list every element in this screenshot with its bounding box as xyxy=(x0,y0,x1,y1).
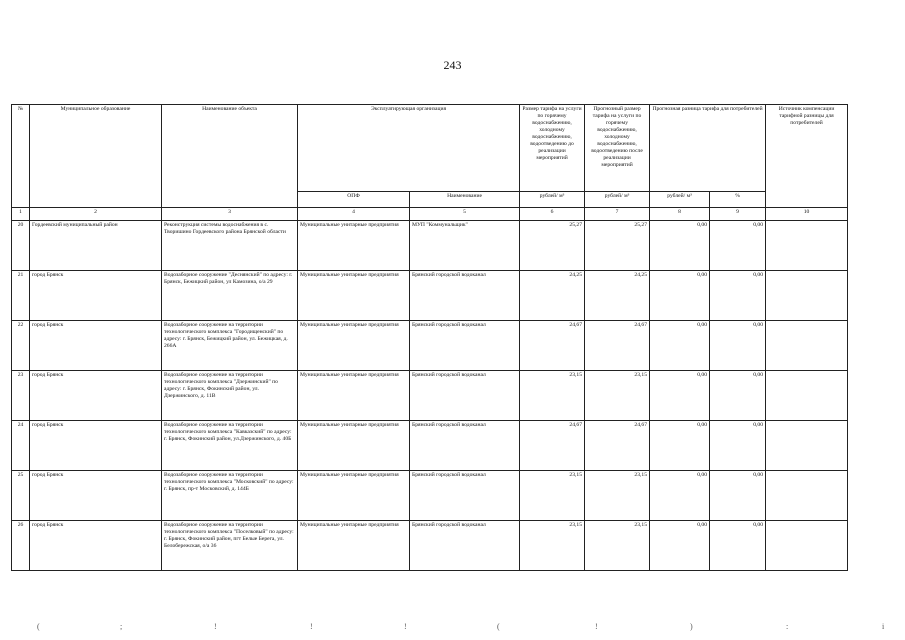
row-opf: Муниципальные унитарные предприятия xyxy=(298,521,410,571)
row-object: Водозаборное сооружение на территории технологического комплекса "Кавказский" по адресу: г. Брянск, Фокинский район, ул.Дзержинского, д. 40Б xyxy=(162,421,298,471)
row-number: 25 xyxy=(12,471,30,521)
row-diff-percent: 0,00 xyxy=(710,221,766,271)
row-operator-name: Брянский городской водоканал xyxy=(410,421,520,471)
header-forecast: Прогнозный размер тарифа на услуги по горячему водоснабжению, холодному водоснабжению, водоотведению после реализации мероприятий xyxy=(585,105,650,192)
row-tariff: 24,67 xyxy=(520,421,585,471)
header-unit-percent: % xyxy=(710,192,766,208)
table-row xyxy=(12,471,848,521)
row-tariff: 24,67 xyxy=(520,321,585,371)
scan-mark: ( xyxy=(37,622,40,631)
row-object: Водозаборное сооружение на территории технологического комплекса "Городищенский" по адресу: г. Брянск, Бежицкий район, ул. Бежицкая, д. 266А xyxy=(162,321,298,371)
row-source xyxy=(766,271,848,321)
header-difference: Прогнозная разница тарифа для потребителей xyxy=(650,105,766,192)
row-tariff: 23,15 xyxy=(520,371,585,421)
row-municipality: город Брянск xyxy=(30,421,162,471)
col-number: 3 xyxy=(162,208,298,221)
row-forecast: 24,25 xyxy=(585,271,650,321)
row-forecast: 24,67 xyxy=(585,421,650,471)
row-opf: Муниципальные унитарные предприятия xyxy=(298,271,410,321)
column-number-row xyxy=(12,208,848,221)
row-operator-name: Брянский городской водоканал xyxy=(410,521,520,571)
row-diff-rub: 0,00 xyxy=(650,471,710,521)
row-municipality: Гордеевский муниципальный район xyxy=(30,221,162,271)
table-row xyxy=(12,321,848,371)
row-diff-percent: 0,00 xyxy=(710,521,766,571)
row-diff-rub: 0,00 xyxy=(650,221,710,271)
header-sources: Источник компенсации тарифной разницы для потребителей xyxy=(766,105,848,208)
row-forecast: 25,27 xyxy=(585,221,650,271)
row-object: Реконструкция системы водоснабжения в с. Творишино Гордеевского района Брянской области xyxy=(162,221,298,271)
row-source xyxy=(766,521,848,571)
header-num: № xyxy=(12,105,30,208)
row-source xyxy=(766,321,848,371)
row-operator-name: Брянский городской водоканал xyxy=(410,471,520,521)
row-number: 20 xyxy=(12,221,30,271)
header-unit-diff: рублей/ м³ xyxy=(650,192,710,208)
row-opf: Муниципальные унитарные предприятия xyxy=(298,471,410,521)
header-tariff: Размер тарифа на услуги по горячему водоснабжению, холодному водоснабжению, водоотведению до реализации мероприятий xyxy=(520,105,585,192)
scan-mark: ; xyxy=(120,622,123,631)
row-number: 23 xyxy=(12,371,30,421)
col-number: 8 xyxy=(650,208,710,221)
row-source xyxy=(766,471,848,521)
tariff-table xyxy=(11,104,848,571)
row-diff-rub: 0,00 xyxy=(650,271,710,321)
table-row xyxy=(12,271,848,321)
row-forecast: 23,15 xyxy=(585,371,650,421)
row-municipality: город Брянск xyxy=(30,471,162,521)
scan-mark: ) xyxy=(690,622,693,631)
row-diff-rub: 0,00 xyxy=(650,371,710,421)
row-diff-rub: 0,00 xyxy=(650,321,710,371)
row-diff-percent: 0,00 xyxy=(710,321,766,371)
row-tariff: 23,15 xyxy=(520,471,585,521)
row-object: Водозаборное сооружение на территории технологического комплекса "Московский" по адресу: г. Брянск, пр-т Московский, д. 144Б xyxy=(162,471,298,521)
row-forecast: 23,15 xyxy=(585,521,650,571)
scan-mark: ! xyxy=(404,622,407,631)
table-row xyxy=(12,221,848,271)
row-tariff: 23,15 xyxy=(520,521,585,571)
row-operator-name: МУП "Коммунальщик" xyxy=(410,221,520,271)
scan-mark: ! xyxy=(214,622,217,631)
col-number: 2 xyxy=(30,208,162,221)
row-object: Водозаборное сооружение "Деснянский" по адресу: г. Брянск, Бежицкий район, ул Камозина, о/а 29 xyxy=(162,271,298,321)
row-municipality: город Брянск xyxy=(30,271,162,321)
row-operator-name: Брянский городской водоканал xyxy=(410,371,520,421)
scan-mark: ! xyxy=(310,622,313,631)
row-diff-rub: 0,00 xyxy=(650,421,710,471)
table-row xyxy=(12,371,848,421)
col-number: 6 xyxy=(520,208,585,221)
row-diff-rub: 0,00 xyxy=(650,521,710,571)
scan-mark: : xyxy=(786,622,789,631)
col-number: 7 xyxy=(585,208,650,221)
header-opf: ОПФ xyxy=(298,192,410,208)
table-row xyxy=(12,521,848,571)
row-opf: Муниципальные унитарные предприятия xyxy=(298,421,410,471)
row-municipality: город Брянск xyxy=(30,371,162,421)
row-number: 22 xyxy=(12,321,30,371)
row-number: 21 xyxy=(12,271,30,321)
row-diff-percent: 0,00 xyxy=(710,421,766,471)
header-unit-tariff: рублей/ м³ xyxy=(520,192,585,208)
row-number: 26 xyxy=(12,521,30,571)
row-source xyxy=(766,421,848,471)
row-source xyxy=(766,221,848,271)
row-tariff: 24,25 xyxy=(520,271,585,321)
header-name: Наименование xyxy=(410,192,520,208)
header-unit-forecast: рублей/ м³ xyxy=(585,192,650,208)
col-number: 5 xyxy=(410,208,520,221)
col-number: 9 xyxy=(710,208,766,221)
row-opf: Муниципальные унитарные предприятия xyxy=(298,371,410,421)
header-operator: Эксплуатирующая организация xyxy=(298,105,520,192)
row-forecast: 23,15 xyxy=(585,471,650,521)
scan-mark: ! xyxy=(595,622,598,631)
row-tariff: 25,27 xyxy=(520,221,585,271)
row-source xyxy=(766,371,848,421)
row-diff-percent: 0,00 xyxy=(710,371,766,421)
row-opf: Муниципальные унитарные предприятия xyxy=(298,221,410,271)
page-number: 243 xyxy=(443,58,462,72)
row-object: Водозаборное сооружение на территории технологического комплекса "Поселковый" по адресу: г. Брянск, Фокинский район, пгт Белые Берега, ул. Белобережская, о/а 36 xyxy=(162,521,298,571)
row-diff-percent: 0,00 xyxy=(710,271,766,321)
header-object: Наименование объекта xyxy=(162,105,298,208)
scan-mark: ( xyxy=(497,622,500,631)
row-diff-percent: 0,00 xyxy=(710,471,766,521)
scan-artifacts xyxy=(0,622,905,632)
row-municipality: город Брянск xyxy=(30,521,162,571)
header-municipality: Муниципальное образование xyxy=(30,105,162,208)
row-operator-name: Брянский городской водоканал xyxy=(410,321,520,371)
row-municipality: город Брянск xyxy=(30,321,162,371)
table-row xyxy=(12,421,848,471)
col-number: 1 xyxy=(12,208,30,221)
col-number: 4 xyxy=(298,208,410,221)
row-operator-name: Брянский городской водоканал xyxy=(410,271,520,321)
scan-mark: i xyxy=(882,622,885,631)
row-forecast: 24,67 xyxy=(585,321,650,371)
row-object: Водозаборное сооружение на территории технологического комплекса "Дзержинский" по адресу: г. Брянск, Фокинский район, ул. Дзержинского, д. 11В xyxy=(162,371,298,421)
col-number: 10 xyxy=(766,208,848,221)
row-opf: Муниципальные унитарные предприятия xyxy=(298,321,410,371)
row-number: 24 xyxy=(12,421,30,471)
